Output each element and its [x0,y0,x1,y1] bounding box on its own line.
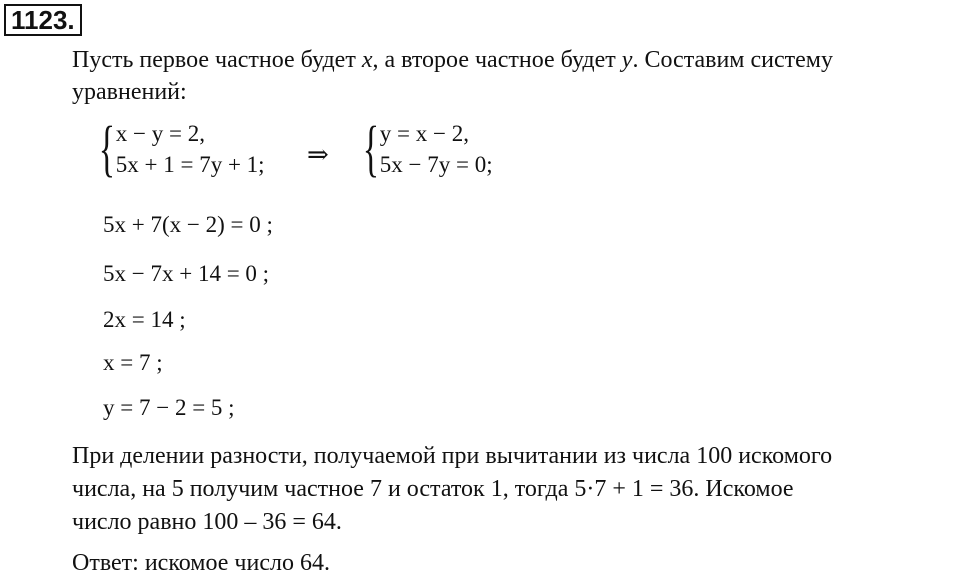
solution-step-3: 2x = 14 ; [103,307,186,332]
solution-step-2: 5x − 7x + 14 = 0 ; [103,261,270,286]
left-brace: { [362,115,380,183]
conclusion-line-3: число равно 100 – 36 = 64. [72,509,342,535]
system2-equation-2: 5x − 7y = 0; [379,152,493,177]
equation-system-1 [92,115,265,183]
variable-y: y [621,47,633,73]
intro-line-2: уравнений: [72,79,187,105]
intro-line-1 [72,44,960,77]
conclusion-line-2: числа, на 5 получим частное 7 и остаток 1, тогда 5·7 + 1 = 36. Искомое [72,476,794,502]
intro-text-part1: Пусть первое частное будет [72,47,362,73]
system2-equation-1: y = x − 2, [379,121,469,146]
solution-step-5: y = 7 − 2 = 5 ; [103,395,235,420]
implies-arrow: ⇒ [307,140,329,169]
answer-line: Ответ: искомое число 64. [72,550,330,576]
system1-equation-2: 5x + 1 = 7y + 1; [115,152,265,177]
solution-step-1: 5x + 7(x − 2) = 0 ; [103,212,273,237]
system1-equation-1: x − y = 2, [115,121,205,146]
variable-x: x [361,47,373,73]
equation-system-2 [356,115,493,183]
intro-text-part3: . Составим систему [632,47,833,73]
left-brace: { [98,115,116,183]
solution-step-4: x = 7 ; [103,350,163,375]
conclusion-line-1: При делении разности, получаемой при вычитании из числа 100 искомого [72,443,833,469]
problem-number: 1123. [4,4,82,36]
intro-text-part2: , а второе частное будет [372,47,622,73]
